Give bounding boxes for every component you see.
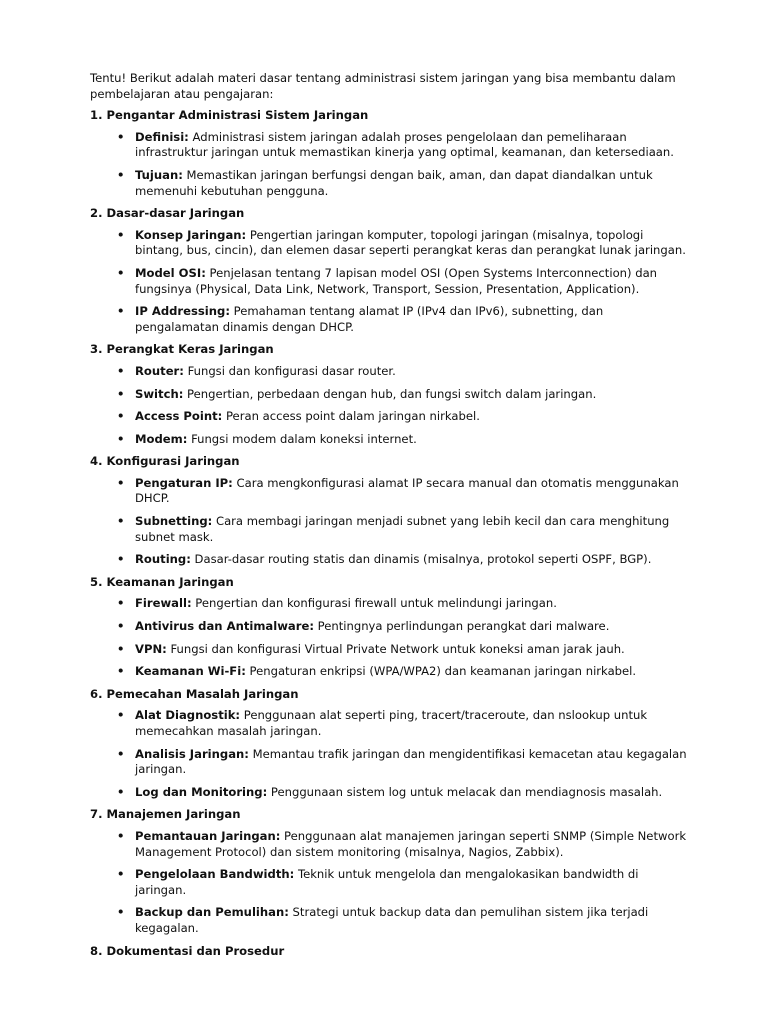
- list-item: [90, 228, 688, 259]
- item-term: Access Point:: [135, 409, 223, 424]
- bullet-list: [90, 829, 688, 937]
- item-description: Fungsi modem dalam koneksi internet.: [191, 431, 417, 446]
- list-item: [90, 130, 688, 161]
- sections-container: [90, 108, 688, 959]
- list-item: [90, 476, 688, 507]
- item-description: Pentingnya perlindungan perangkat dari malware.: [317, 619, 610, 634]
- bullet-list: [90, 476, 688, 568]
- list-item: [90, 432, 688, 448]
- item-description: Penggunaan alat seperti ping, tracert/traceroute, dan nslookup untuk memecahkan masalah jaringan.: [135, 708, 648, 738]
- item-term: Antivirus dan Antimalware:: [135, 619, 314, 634]
- item-term: Keamanan Wi-Fi:: [135, 664, 246, 679]
- item-term: Model OSI:: [135, 265, 206, 280]
- bullet-icon: •: [117, 167, 125, 182]
- item-description: Pengertian dan konfigurasi firewall untuk melindungi jaringan.: [195, 596, 557, 611]
- list-item: [90, 664, 688, 680]
- item-description: Fungsi dan konfigurasi dasar router.: [187, 363, 396, 378]
- list-item: [90, 514, 688, 545]
- item-term: Tujuan:: [135, 167, 183, 182]
- bullet-icon: •: [117, 129, 125, 144]
- item-term: Pengelolaan Bandwidth:: [135, 867, 295, 882]
- list-item: [90, 266, 688, 297]
- item-description: Memantau trafik jaringan dan mengidentifikasi kemacetan atau kegagalan jaringan.: [135, 746, 687, 777]
- section-heading: 2. Dasar-dasar Jaringan: [90, 206, 245, 221]
- item-description: Memastikan jaringan berfungsi dengan baik, aman, dan dapat diandalkan untuk memenuhi kebutuhan pengguna.: [135, 167, 653, 198]
- item-description: Pengaturan enkripsi (WPA/WPA2) dan keamanan jaringan nirkabel.: [249, 664, 637, 679]
- bullet-icon: •: [117, 708, 125, 723]
- list-item: [90, 905, 688, 936]
- item-term: Backup dan Pemulihan:: [135, 905, 289, 920]
- section-heading: 7. Manajemen Jaringan: [90, 807, 241, 822]
- section-heading: 1. Pengantar Administrasi Sistem Jaringan: [90, 108, 369, 123]
- list-item: [90, 747, 688, 778]
- item-description: Pengertian jaringan komputer, topologi jaringan (misalnya, topologi bintang, bus, cincin), dan elemen dasar seperti perangkat keras dan perangkat lunak jaringan.: [135, 227, 686, 258]
- bullet-icon: •: [117, 828, 125, 843]
- bullet-icon: •: [117, 475, 125, 490]
- item-term: VPN:: [135, 641, 167, 656]
- bullet-icon: •: [117, 552, 125, 567]
- list-item: [90, 304, 688, 335]
- bullet-list: [90, 228, 688, 336]
- list-item: [90, 409, 688, 425]
- item-term: Routing:: [135, 552, 191, 567]
- bullet-list: [90, 596, 688, 679]
- item-term: Switch:: [135, 386, 184, 401]
- item-description: Peran access point dalam jaringan nirkabel.: [225, 409, 480, 424]
- item-description: Penggunaan alat manajemen jaringan seperti SNMP (Simple Network Management Protocol) dan sistem monitoring (misalnya, Nagios, Zabbix).: [135, 828, 687, 859]
- list-item: [90, 829, 688, 860]
- item-description: Pengertian, perbedaan dengan hub, dan fungsi switch dalam jaringan.: [187, 386, 597, 401]
- section-heading: 8. Dokumentasi dan Prosedur: [90, 943, 285, 958]
- bullet-icon: •: [117, 304, 125, 319]
- list-item: [90, 364, 688, 380]
- item-term: Router:: [135, 363, 184, 378]
- bullet-list: [90, 364, 688, 447]
- bullet-icon: •: [117, 227, 125, 242]
- list-item: [90, 785, 688, 801]
- item-description: Dasar-dasar routing statis dan dinamis (misalnya, protokol seperti OSPF, BGP).: [194, 552, 652, 567]
- bullet-icon: •: [117, 641, 125, 656]
- section-heading: 3. Perangkat Keras Jaringan: [90, 342, 274, 357]
- item-term: Alat Diagnostik:: [135, 708, 241, 723]
- list-item: [90, 387, 688, 403]
- intro-paragraph: Tentu! Berikut adalah materi dasar tentang administrasi sistem jaringan yang bisa membantu dalam pembelajaran atau pengajaran:: [90, 71, 676, 101]
- item-description: Teknik untuk mengelola dan mengalokasikan bandwidth di jaringan.: [135, 867, 639, 897]
- item-term: Analisis Jaringan:: [135, 746, 249, 761]
- bullet-icon: •: [117, 265, 125, 280]
- bullet-icon: •: [117, 867, 125, 882]
- bullet-icon: •: [117, 746, 125, 761]
- item-term: Subnetting:: [135, 514, 213, 529]
- list-item: [90, 168, 688, 199]
- item-description: Fungsi dan konfigurasi Virtual Private Network untuk koneksi aman jarak jauh.: [170, 641, 625, 656]
- section-heading: 5. Keamanan Jaringan: [90, 574, 234, 589]
- item-term: Pengaturan IP:: [135, 475, 233, 490]
- item-term: Definisi:: [135, 129, 189, 144]
- list-item: [90, 552, 688, 568]
- bullet-icon: •: [117, 363, 125, 378]
- bullet-icon: •: [117, 409, 125, 424]
- item-description: Pemahaman tentang alamat IP (IPv4 dan IPv6), subnetting, dan pengalamatan dinamis dengan DHCP.: [135, 304, 604, 334]
- item-term: IP Addressing:: [135, 304, 230, 319]
- bullet-icon: •: [117, 514, 125, 529]
- item-term: Pemantauan Jaringan:: [135, 828, 281, 843]
- bullet-icon: •: [117, 431, 125, 446]
- list-item: [90, 596, 688, 612]
- list-item: [90, 642, 688, 658]
- item-term: Modem:: [135, 431, 188, 446]
- item-description: Administrasi sistem jaringan adalah proses pengelolaan dan pemeliharaan infrastruktur jaringan untuk memastikan kinerja yang optimal, keamanan, dan ketersediaan.: [135, 129, 674, 160]
- bullet-list: [90, 130, 688, 199]
- item-description: Penggunaan sistem log untuk melacak dan mendiagnosis masalah.: [270, 784, 663, 799]
- item-term: Log dan Monitoring:: [135, 784, 268, 799]
- item-description: Cara mengkonfigurasi alamat IP secara manual dan otomatis menggunakan DHCP.: [135, 475, 679, 506]
- bullet-icon: •: [117, 386, 125, 401]
- item-term: Firewall:: [135, 596, 192, 611]
- list-item: [90, 619, 688, 635]
- list-item: [90, 708, 688, 739]
- bullet-icon: •: [117, 619, 125, 634]
- item-description: Strategi untuk backup data dan pemulihan sistem jika terjadi kegagalan.: [135, 905, 649, 935]
- bullet-icon: •: [117, 664, 125, 679]
- bullet-icon: •: [117, 784, 125, 799]
- item-description: Cara membagi jaringan menjadi subnet yang lebih kecil dan cara menghitung subnet mask.: [135, 514, 670, 544]
- bullet-list: [90, 708, 688, 800]
- bullet-icon: •: [117, 905, 125, 920]
- bullet-icon: •: [117, 596, 125, 611]
- section-heading: 6. Pemecahan Masalah Jaringan: [90, 686, 299, 701]
- list-item: [90, 867, 688, 898]
- item-term: Konsep Jaringan:: [135, 227, 247, 242]
- item-description: Penjelasan tentang 7 lapisan model OSI (Open Systems Interconnection) dan fungsinya (Physical, Data Link, Network, Transport, Session, Presentation, Application).: [135, 265, 658, 296]
- section-heading: 4. Konfigurasi Jaringan: [90, 454, 240, 469]
